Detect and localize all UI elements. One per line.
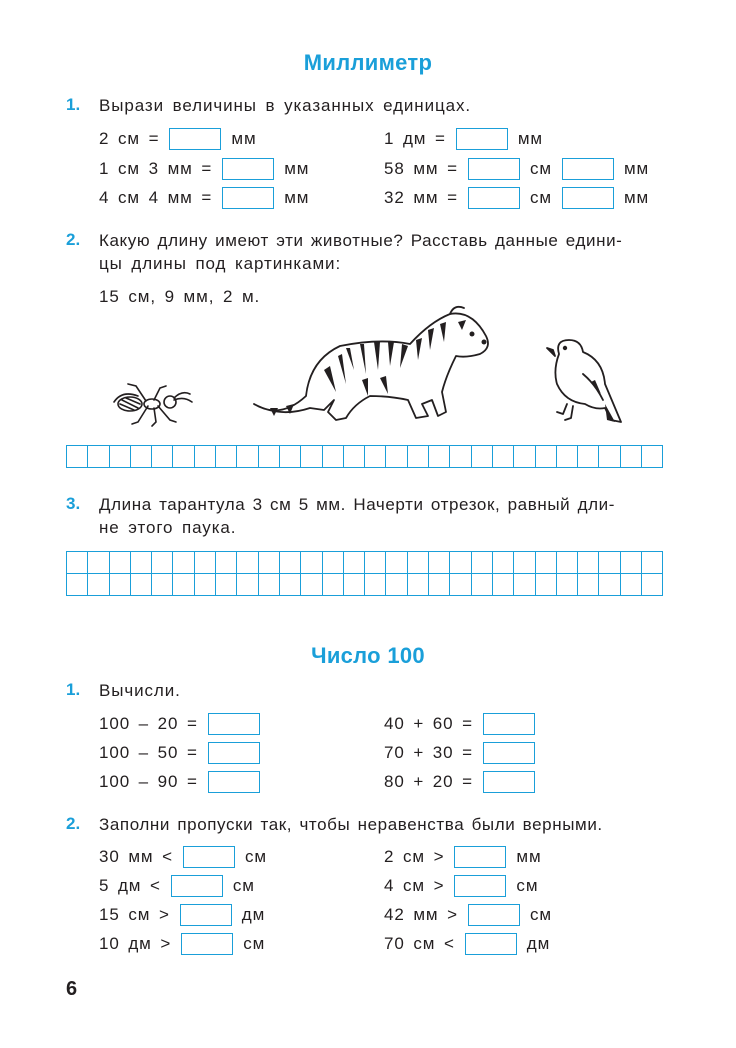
unit-label: см (243, 934, 266, 953)
task-text: не этого паука. (99, 518, 237, 537)
expression: 80 + 20 = (384, 772, 473, 791)
expression: 32 мм = (384, 188, 458, 207)
answer-box[interactable] (171, 875, 223, 897)
inequality-row (99, 873, 255, 899)
expression: 40 + 60 = (384, 714, 473, 733)
expression: 100 – 20 = (99, 714, 198, 733)
unit-label: дм (526, 934, 551, 953)
task-text: цы длины под картинками: (99, 254, 342, 273)
expression: 100 – 50 = (99, 743, 198, 762)
conversion-row (99, 185, 309, 211)
inequality-row (384, 902, 552, 928)
unit-label: мм (231, 129, 257, 148)
calc-row (99, 740, 270, 766)
answer-box[interactable] (454, 846, 506, 868)
unit-label: см (529, 905, 552, 924)
answer-box[interactable] (208, 771, 260, 793)
inequality-row (99, 931, 265, 957)
bird-icon (545, 336, 625, 428)
unit-label: мм (284, 159, 310, 178)
expression: 1 см 3 мм = (99, 159, 213, 178)
answer-box[interactable] (468, 904, 520, 926)
task-text: Длина тарантула 3 см 5 мм. Начерти отрезок, равный дли- (99, 495, 615, 514)
task-number: 1. (66, 680, 81, 699)
expression: 2 см > (384, 847, 445, 866)
ant-icon (108, 380, 198, 430)
expression: 5 дм < (99, 876, 161, 895)
calc-row (384, 711, 545, 737)
answer-box[interactable] (180, 904, 232, 926)
inequality-row (99, 902, 265, 928)
expression: 10 дм > (99, 934, 172, 953)
drawing-grid[interactable] (66, 551, 663, 596)
conversion-row (384, 185, 649, 211)
inequality-row (384, 873, 538, 899)
expression: 15 см > (99, 905, 170, 924)
answer-box[interactable] (169, 128, 221, 150)
answer-box[interactable] (562, 187, 614, 209)
task-text: Какую длину имеют эти животные? Расставь данные едини- (99, 231, 623, 250)
answer-grid[interactable] (66, 445, 663, 468)
task-number: 3. (66, 494, 81, 513)
unit-label: см (244, 847, 267, 866)
task-number: 1. (66, 95, 81, 114)
answer-box[interactable] (222, 158, 274, 180)
unit-label: мм (623, 159, 650, 178)
tiger-icon (250, 300, 495, 430)
expression: 1 дм = (384, 129, 446, 148)
calc-row (99, 769, 270, 795)
answer-box[interactable] (456, 128, 508, 150)
inequality-row (384, 931, 550, 957)
answer-box[interactable] (454, 875, 506, 897)
conversion-row (384, 156, 649, 182)
unit-label: дм (241, 905, 266, 924)
answer-box[interactable] (468, 187, 520, 209)
unit-label: см (529, 188, 552, 207)
answer-box[interactable] (468, 158, 520, 180)
answer-box[interactable] (208, 742, 260, 764)
calc-row (384, 769, 545, 795)
answer-box[interactable] (208, 713, 260, 735)
conversion-row (99, 126, 257, 152)
unit-label: см (516, 876, 539, 895)
answer-box[interactable] (222, 187, 274, 209)
section-title-number-100: Число 100 (311, 643, 425, 668)
expression: 2 см = (99, 129, 160, 148)
expression: 100 – 90 = (99, 772, 198, 791)
unit-label: мм (516, 847, 542, 866)
conversion-row (99, 156, 309, 182)
expression: 42 мм > (384, 905, 458, 924)
answer-box[interactable] (483, 771, 535, 793)
inequality-row (99, 844, 267, 870)
expression: 30 мм < (99, 847, 173, 866)
answer-box[interactable] (483, 742, 535, 764)
answer-box[interactable] (183, 846, 235, 868)
expression: 4 см > (384, 876, 445, 895)
calc-row (99, 711, 270, 737)
answer-box[interactable] (483, 713, 535, 735)
expression: 4 см 4 мм = (99, 188, 213, 207)
answer-box[interactable] (562, 158, 614, 180)
task-text: Заполни пропуски так, чтобы неравенства были верными. (99, 815, 603, 834)
calc-row (384, 740, 545, 766)
unit-label: мм (623, 188, 650, 207)
task-text: Вырази величины в указанных единицах. (99, 96, 472, 115)
expression: 58 мм = (384, 159, 458, 178)
unit-label: мм (517, 129, 544, 148)
task-number: 2. (66, 814, 81, 833)
task-number: 2. (66, 230, 81, 249)
expression: 70 см < (384, 934, 455, 953)
inequality-row (384, 844, 542, 870)
unit-label: мм (284, 188, 310, 207)
task-text: Вычисли. (99, 681, 181, 700)
section-title-millimeter: Миллиметр (303, 50, 433, 75)
conversion-row (384, 126, 543, 152)
page-number: 6 (66, 978, 78, 1000)
answer-box[interactable] (181, 933, 233, 955)
expression: 70 + 30 = (384, 743, 473, 762)
unit-label: см (529, 159, 552, 178)
unit-label: см (232, 876, 255, 895)
length-values: 15 см, 9 мм, 2 м. (99, 287, 261, 306)
answer-box[interactable] (465, 933, 517, 955)
